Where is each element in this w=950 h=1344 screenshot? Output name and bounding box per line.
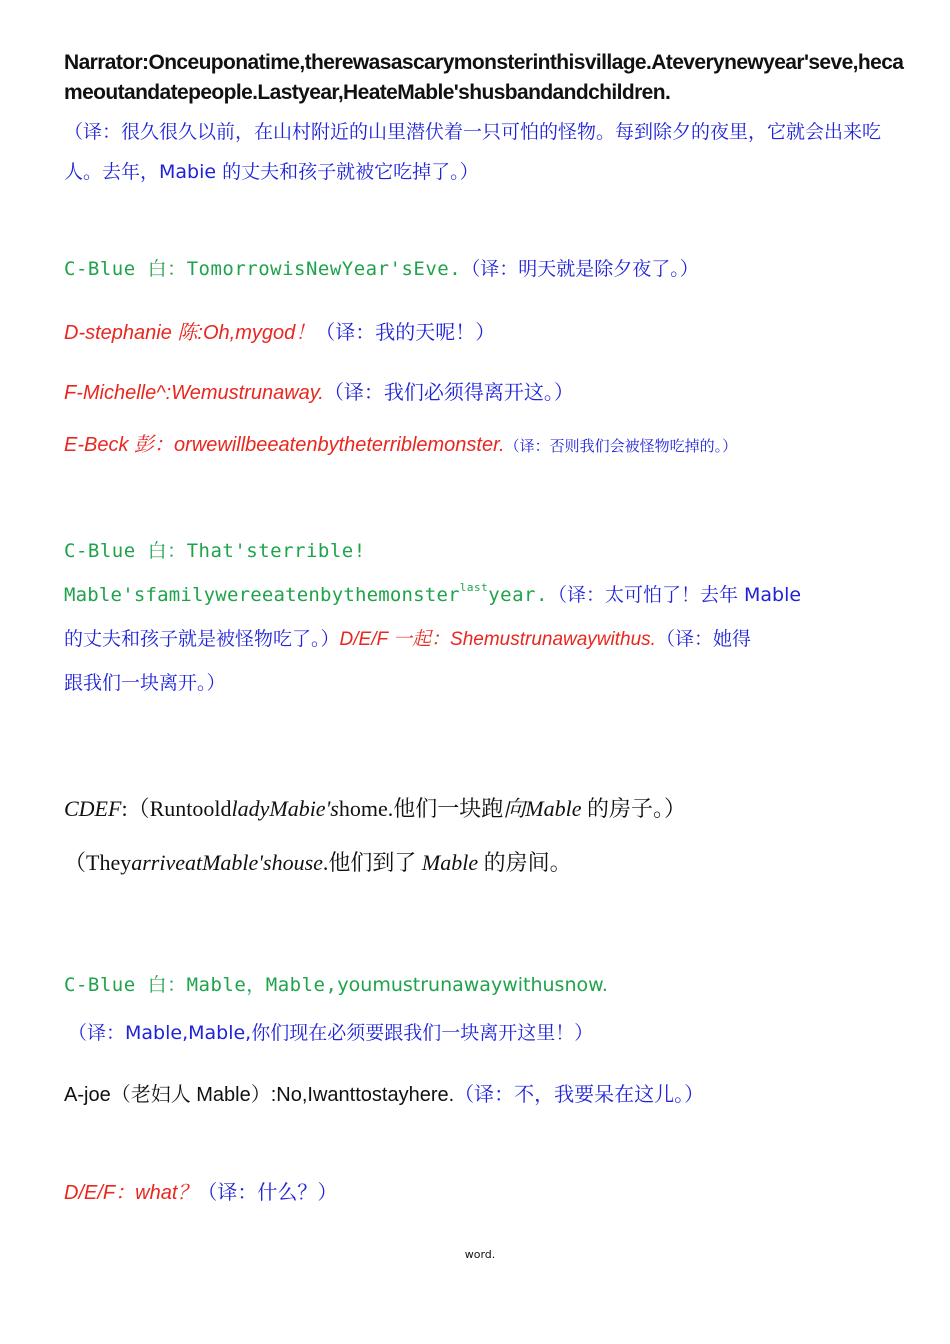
dialogue-text: Mable，Mable, bbox=[186, 974, 338, 996]
stage-text-e: Mable bbox=[525, 796, 582, 821]
speaker-label: D/E/F 一起： bbox=[339, 629, 451, 650]
translation-text: （译：明天就是除夕夜了。） bbox=[461, 258, 699, 280]
stage-text-f: 的房子。） bbox=[581, 796, 686, 821]
speaker-label: A-joe（老妇人 Mable）: bbox=[64, 1084, 277, 1106]
stage-text-b: arriveatMable'shouse bbox=[131, 850, 323, 875]
dialogue-line-blue-1 bbox=[64, 254, 699, 281]
stage-text-e: 的房间。 bbox=[478, 850, 572, 875]
dialogue-line-blue-3 bbox=[64, 970, 608, 997]
dialogue-line-stephanie bbox=[64, 316, 495, 345]
dialogue-line-blue-2 bbox=[64, 536, 366, 563]
superscript-text: last bbox=[459, 581, 489, 594]
dialogue-line-joe bbox=[64, 1078, 704, 1107]
dialogue-text: No,Iwanttostayhere. bbox=[276, 1084, 455, 1106]
speaker-label: CDEF bbox=[64, 796, 122, 821]
dialogue-text: Wemustrunaway. bbox=[171, 382, 324, 404]
translation-line-blue-3: （译：Mable,Mable,你们现在必须要跟我们一块离开这里！） bbox=[68, 1022, 594, 1044]
dialogue-text: orwewillbeeatenbytheterriblemonster. bbox=[174, 434, 505, 456]
speaker-label: D/E/F： bbox=[64, 1182, 136, 1204]
dialogue-text: what？ bbox=[135, 1182, 198, 1204]
dialogue-line-def bbox=[64, 624, 751, 651]
dialogue-text-end: year. bbox=[488, 584, 548, 606]
dialogue-line-beck bbox=[64, 428, 737, 457]
translation-text-start: （译：她得 bbox=[655, 628, 751, 650]
dialogue-line-michelle bbox=[64, 376, 574, 405]
stage-text-d: 向 bbox=[503, 796, 526, 821]
stage-direction-run bbox=[64, 792, 686, 823]
dialogue-text: Oh,mygod！ bbox=[202, 322, 316, 344]
stage-text-b: ladyMabie's bbox=[231, 796, 339, 821]
translation-text: （译：不，我要呆在这儿。） bbox=[454, 1082, 705, 1106]
narrator-line-english: Narrator:Onceuponatime,therewasascarymonsterinthisvillage.Ateverynewyear'seve,hecameoutandatepeople.Lastyear,HeateMable'shusbandandchildren. bbox=[64, 51, 904, 104]
translation-text: （译：什么？） bbox=[197, 1180, 338, 1204]
stage-text-d: Mable bbox=[421, 850, 479, 875]
stage-text-a: Runtoold bbox=[149, 796, 232, 821]
dialogue-text: Mable'sfamilywereeatenbythemonster bbox=[64, 584, 460, 606]
speaker-label: C-Blue 白： bbox=[64, 974, 187, 996]
translation-text: （译：否则我们会被怪物吃掉的。） bbox=[504, 437, 738, 455]
translation-text: 的丈夫和孩子就是被怪物吃了。） bbox=[64, 628, 340, 650]
speaker-label: C-Blue 白： bbox=[64, 258, 187, 280]
dialogue-line-def-what bbox=[64, 1176, 337, 1205]
dialogue-text: That'sterrible! bbox=[186, 540, 366, 562]
stage-text-c: .他们到了 bbox=[322, 850, 422, 875]
translation-text: （译：太可怕了！去年 Mable bbox=[547, 584, 802, 606]
stage-direction-arrive bbox=[64, 846, 572, 877]
translation-text: （译：我们必须得离开这。） bbox=[323, 380, 574, 404]
translation-line-cont: 跟我们一块离开。） bbox=[64, 672, 226, 694]
dialogue-text: TomorrowisNewYear'sEve. bbox=[186, 258, 462, 280]
stage-text-c: home.他们一块跑 bbox=[338, 796, 504, 821]
colon-text: :（ bbox=[121, 796, 150, 821]
speaker-label: E-Beck 彭： bbox=[64, 434, 175, 456]
speaker-label: C-Blue 白： bbox=[64, 540, 187, 562]
stage-text-a: （They bbox=[64, 850, 132, 875]
speaker-label: F-Michelle^: bbox=[64, 382, 172, 404]
dialogue-text: Shemustrunawaywithus. bbox=[450, 629, 656, 650]
dialogue-line-blue-2-cont bbox=[64, 580, 801, 607]
dialogue-text-end: youmustrunawaywithusnow. bbox=[337, 974, 608, 996]
narrator-line-translation: （译：很久很久以前，在山村附近的山里潜伏着一只可怕的怪物。每到除夕的夜里，它就会出来吃人。去年，Mabie 的丈夫和孩子就被它吃掉了。） bbox=[64, 121, 882, 183]
translation-text: （译：我的天呢！） bbox=[315, 320, 496, 344]
speaker-label: D-stephanie 陈: bbox=[64, 322, 203, 344]
page-footer: word. bbox=[464, 1248, 496, 1261]
